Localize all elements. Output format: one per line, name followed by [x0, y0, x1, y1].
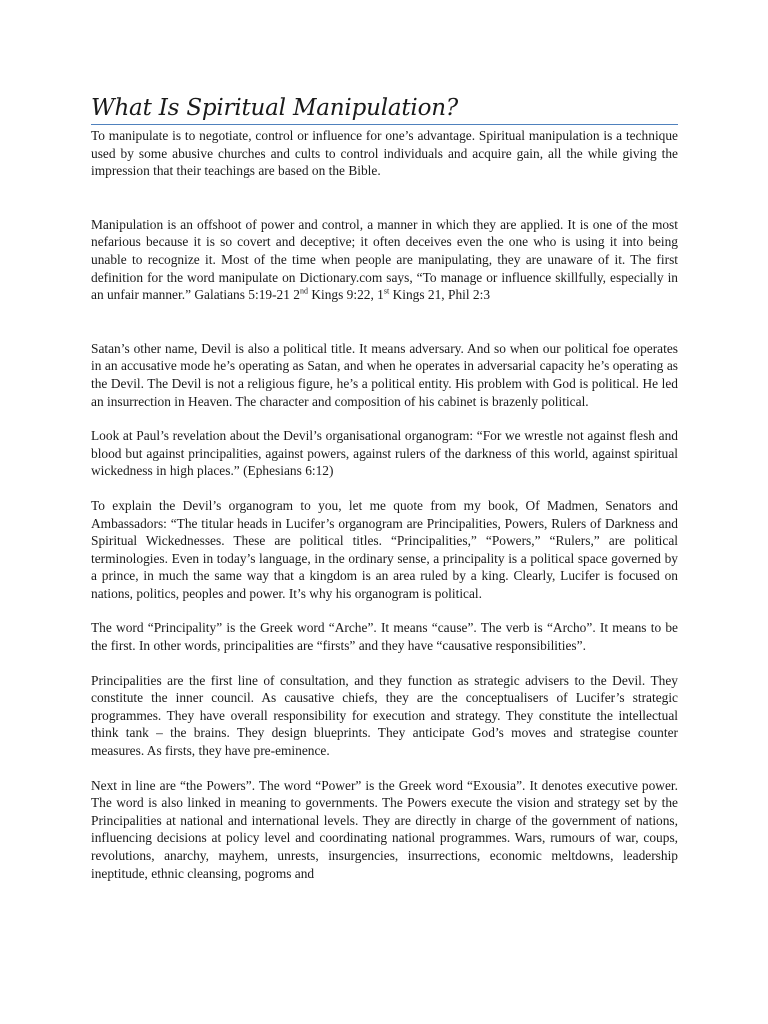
- paragraph-powers: Next in line are “the Powers”. The word “Power” is the Greek word “Exousia”. It denotes executive power. The word is also linked in meaning to governments. The Powers execute the vision and strategy set by the Principalities at national and international levels. They are directly in charge of the government of nations, influencing decisions at policy level and coordinating national programmes. Wars, rumours of war, coups, revolutions, anarchy, mayhem, unrests, insurgencies, insurrections, economic meltdowns, leadership ineptitude, ethnic cleansing, pogroms and: [91, 777, 678, 881]
- paragraph-principalities: Principalities are the first line of consultation, and they function as strategic advisers to the Devil. They constitute the inner council. As causative chiefs, they are the conceptualisers of Lucifer’s strategic programmes. They have overall responsibility for execution and strategy. They constitute the intellectual think tank – the brains. They design blueprints. They anticipate God’s moves and strategise counter measures. As firsts, they have pre-eminence.: [91, 672, 678, 759]
- paragraph-manipulation: [91, 216, 678, 304]
- paragraph-principality: The word “Principality” is the Greek word “Arche”. It means “cause”. The verb is “Archo”. It means to be the first. In other words, principalities are “firsts” and they have “causative responsibilities”.: [91, 620, 678, 654]
- document-title: What Is Spiritual Manipulation?: [91, 93, 678, 125]
- paragraph-book-quote: To explain the Devil’s organogram to you, let me quote from my book, Of Madmen, Senators and Ambassadors: “The titular heads in Lucifer’s organogram are Principalities, Powers, Rulers of Darkness and Spiritual Wickednesses. These are political titles. “Principalities,” “Powers,” “Rulers,” are political terminologies. Even in today’s language, in the ordinary sense, a principality is a political space governed by a prince, in much the same way that a kingdom is an area ruled by a king. Clearly, Lucifer is focused on nations, politics, peoples and power. It’s why his organogram is political.: [91, 497, 678, 601]
- paragraph-satan: Satan’s other name, Devil is also a political title. It means adversary. And so when our political foe operates in an accusative mode he’s operating as Satan, and when he operates in adversarial capacity he’s operating as the Devil. The Devil is not a religious figure, he’s a political entity. His problem with God is political. He led an insurrection in Heaven. The character and composition of his cabinet is brazenly political.: [91, 340, 678, 409]
- ordinal-suffix-st: st: [383, 286, 390, 296]
- document-page: [91, 93, 678, 882]
- paragraph-manipulation-mid: Kings 9:22, 1: [307, 287, 384, 303]
- paragraph-manipulation-tail: Kings 21, Phil 2:3: [389, 287, 491, 303]
- paragraph-definition: To manipulate is to negotiate, control or influence for one’s advantage. Spiritual manipulation is a technique used by some abusive churches and cults to control individuals and acquire gain, all the while giving the impression that their teachings are based on the Bible.: [91, 128, 678, 179]
- paragraph-manipulation-text: Manipulation is an offshoot of power and control, a manner in which they are applied. It is one of the most nefarious because it is so covert and deceptive; it often deceives even the one who is using it into being unable to recognize it. Most of the time when people are manipulating, they are unaware of it. The first definition for the word manipulate on Dictionary.com says, “To manage or influence skillfully, especially in an unfair manner.” Galatians 5:19-21 2: [91, 216, 678, 303]
- paragraph-organogram: Look at Paul’s revelation about the Devil’s organisational organogram: “For we wrestle not against flesh and blood but against principalities, against powers, against rulers of the darkness of this world, against spiritual wickedness in high places.” (Ephesians 6:12): [91, 428, 678, 479]
- ordinal-suffix-nd: nd: [299, 286, 308, 296]
